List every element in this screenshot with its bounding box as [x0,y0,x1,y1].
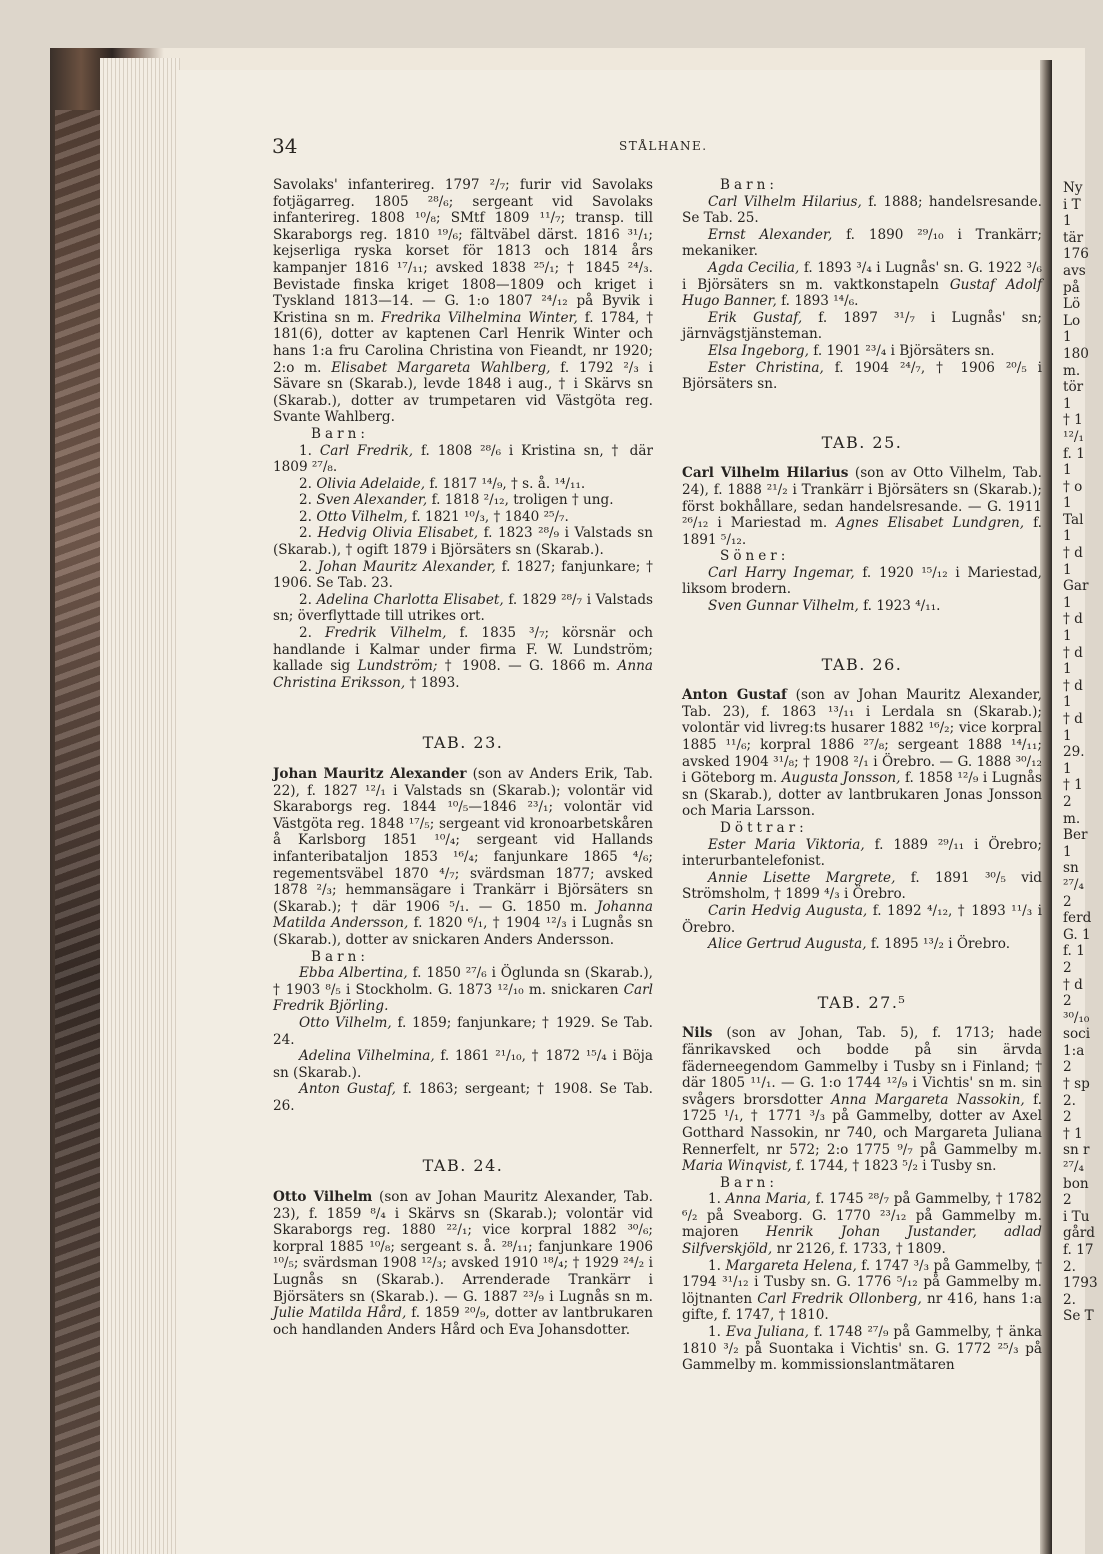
facing-page-fragment: 1 [1063,213,1072,230]
paragraph: Nils (son av Johan, Tab. 5), f. 1713; hade fänrikavsked och bodde på sin ärvda fäderneegendom Gammelby i Tusby sn i Finland; † där 1805 ¹¹/₁. — G. 1:o 1744 ¹²/₉ i Vichtis' sn m. sin svågers brorsdotter Anna Margareta Nassokin, f. 1725 ¹/₁, † 1771 ³/₃ på Gammelby, dotter av Axel Gotthard Nassokin, nr 740, och Margareta Juliana Rennerfelt, nr 572; 2:o 1775 ⁹/₇ på Gammelby m. Maria Winqvist, f. 1744, † 1823 ⁵/₂ i Tusby sn. [682,1025,1043,1175]
facing-page-fragment: 2 [1063,893,1072,910]
facing-page-fragment: 1 [1063,694,1072,711]
list-item: Elsa Ingeborg, f. 1901 ²³/₄ i Björsäters sn. [708,342,995,359]
facing-page-fragment: 1 [1063,594,1072,611]
list-item: 2. Hedvig Olivia Elisabet, f. 1823 ²⁸/₉ i Valstads sn (Skarab.), † ogift 1879 i Björsäters sn (Skarab.). [273,525,653,559]
list-item: 1. Anna Maria, f. 1745 ²⁸/₇ på Gammelby, † 1782 ⁶/₂ på Sveaborg. G. 1770 ²³/₁₂ på Gammelby m. majoren Henrik Johan Justander, adlad Silfverskjöld, nr 2126, f. 1733, † 1809. [682,1191,1043,1258]
list-item: Ester Christina, f. 1904 ²⁴/₇, † 1906 ²⁰/₅ i Björsäters sn. [682,359,1043,393]
facing-page-fragment: 1:a [1063,1042,1085,1059]
facing-page-fragment: i T [1063,196,1081,213]
facing-page-fragment: 2 [1063,993,1072,1010]
section-heading: TAB. 23. [422,733,504,753]
facing-page-fragment: m. [1063,362,1081,379]
list-item: Erik Gustaf, f. 1897 ³¹/₇ i Lugnås' sn; järnvägstjänsteman. [682,309,1042,343]
paragraph: Carl Vilhelm Hilarius (son av Otto Vilhelm, Tab. 24), f. 1888 ²¹/₂ i Trankärr i Björsäters sn (Skarab.); först bokhållare, sedan handelsresande. — G. 1911 ²⁶/₁₂ i Mariestad m. Agnes Elisabet Lundgren, f. 1891 ⁵/₁₂. [682,465,1043,548]
running-head: STÅLHANE. [619,139,708,153]
right-column [682,177,1042,1517]
facing-page-fragment: 1 [1063,661,1072,678]
facing-page-fragment: 1 [1063,843,1072,860]
facing-page-fragment: ²⁷/₄ [1063,1159,1084,1176]
facing-page-fragment: † sp [1063,1076,1090,1093]
facing-page-fragment: 2. [1063,1258,1076,1275]
section-label: Barn: [311,425,369,442]
list-item: 1. Margareta Helena, f. 1747 ³/₃ på Gammelby, † 1794 ³¹/₁₂ i Tusby sn. G. 1776 ⁵/₁₂ på Gammelby m. löjtnanten Carl Fredrik Ollonberg, nr 416, hans 1:a gifte, f. 1747, † 1810. [682,1257,1043,1324]
facing-page-fragment: Gar [1063,578,1089,595]
facing-page-fragment: 1 [1063,760,1072,777]
page-number: 34 [272,134,298,158]
list-item: Ernst Alexander, f. 1890 ²⁹/₁₀ i Trankärr; mekaniker. [682,226,1042,260]
facing-page-fragment: 2 [1063,1192,1072,1209]
page-edges [100,58,180,1554]
facing-page-fragment: 2 [1063,959,1072,976]
list-item: 2. Olivia Adelaide, f. 1817 ¹⁴/₉, † s. å. ¹⁴/₁₁. [299,475,586,492]
section-label: Söner: [720,548,790,565]
list-item: Ebba Albertina, f. 1850 ²⁷/₆ i Öglunda sn (Skarab.), † 1903 ⁸/₅ i Stockholm. G. 1873 ¹²/₁₀ m. snickaren Carl Fredrik Björling. [273,965,653,1015]
facing-page-fragment: tör [1063,379,1084,396]
section-heading: TAB. 27.⁵ [817,992,907,1012]
facing-page-fragment: † d [1063,711,1083,727]
list-item: Otto Vilhelm, f. 1859; fanjunkare; † 1929. Se Tab. 24. [273,1014,653,1048]
list-item: Carin Hedvig Augusta, f. 1892 ⁴/₁₂, † 1893 ¹¹/₃ i Örebro. [682,902,1042,936]
facing-page-fragment: 2 [1063,793,1072,810]
list-item: Carl Vilhelm Hilarius, f. 1888; handelsresande. Se Tab. 25. [682,193,1042,227]
facing-page-fragment: 2. [1063,1092,1076,1109]
paragraph: Savolaks' infanterireg. 1797 ²/₇; furir vid Savolaks fotjägarreg. 1805 ²⁸/₆; sergeant vid Savolaks infanterireg. 1808 ¹⁰/₈; SMtf 1809 ¹¹/₇; transp. till Skaraborgs reg. 1810 ¹⁹/₆; fältväbel därst. 1816 ³¹/₁; kejserliga ryska korset för 1813 och 1814 års kampanjer 1816 ¹⁷/₁₁; avsked 1838 ²⁵/₁; † 1845 ²⁴/₃. Bevistade finska kriget 1808—1809 och kriget i Tyskland 1813—14. — G. 1:o 1807 ²⁴/₁₂ på Byvik i Kristina sn m. Fredrika Vilhelmina Winter, f. 1784, † 181(6), dotter av kaptenen Carl Henrik Winter och hans 1:a fru Carolina Christina von Fieandt, nr 1920; 2:o m. Elisabet Margareta Wahlberg, f. 1792 ²/₃ i Sävare sn (Skarab.), levde 1848 i aug., † i Skärvs sn (Skarab.), dotter av trumpetaren vid Västgöta reg. Svante Wahlberg. [273,177,653,426]
facing-page-fragment: 1 [1063,395,1072,412]
facing-page-fragment: ²⁷/₄ [1063,876,1084,893]
facing-page-fragment: † d [1063,545,1083,562]
list-item: 2. Johan Mauritz Alexander, f. 1827; fanjunkare; † 1906. Se Tab. 23. [273,558,653,592]
facing-page-fragment: 1 [1063,528,1072,545]
facing-page-fragment: 1 [1063,495,1072,512]
list-item: Alice Gertrud Augusta, f. 1895 ¹³/₂ i Örebro. [708,936,1011,953]
facing-page-fragment: bon [1063,1175,1089,1192]
facing-page-fragment: † 1 [1063,1125,1083,1142]
facing-page-fragment: soci [1063,1026,1091,1043]
facing-page-fragment: tär [1063,229,1084,246]
facing-page-fragment: 1 [1063,561,1072,578]
list-item: Agda Cecilia, f. 1893 ³/₄ i Lugnås' sn. G. 1922 ³/₆ i Björsäters sn m. vaktkonstapeln Gustaf Adolf Hugo Banner, f. 1893 ¹⁴/₆. [682,259,1043,310]
facing-page-fragment: avs [1063,262,1086,279]
section-label: Barn: [720,177,778,193]
facing-page-fragment: f. 1 [1063,943,1085,960]
section-label: Barn: [311,948,369,965]
facing-page-fragment: på [1063,279,1080,296]
facing-page-fragment: sn r [1063,1142,1090,1159]
list-item: Sven Gunnar Vilhelm, f. 1923 ⁴/₁₁. [708,598,941,615]
facing-page-fragment: † d [1063,677,1083,694]
facing-page-fragment: G. 1 [1063,926,1091,943]
facing-page-fragment: 2 [1063,1109,1072,1126]
facing-page-fragment: 1793 [1063,1275,1098,1292]
facing-page-fragment: ³⁰/₁₀ [1063,1009,1090,1026]
facing-page-fragment: Lö [1063,296,1081,313]
facing-page-fragment: 176 [1063,246,1089,263]
list-item: Anton Gustaf, f. 1863; sergeant; † 1908. Se Tab. 26. [273,1081,653,1114]
list-item: Adelina Vilhelmina, f. 1861 ²¹/₁₀, † 1872 ¹⁵/₄ i Böja sn (Skarab.). [273,1048,653,1081]
facing-page-fragment: † d [1063,644,1083,661]
section-heading: TAB. 26. [821,654,903,674]
facing-page-fragment: f. 17 [1063,1242,1094,1258]
facing-page-fragment: i Tu [1063,1208,1090,1225]
list-item: Annie Lisette Margrete, f. 1891 ³⁰/₅ vid Strömsholm, † 1899 ⁴/₃ i Örebro. [682,869,1042,903]
facing-page-text [1063,180,1103,1325]
facing-page-fragment: 1 [1063,329,1072,346]
left-column [273,177,653,1338]
section-label: Döttrar: [720,820,808,836]
facing-page-fragment: gård [1063,1225,1096,1242]
facing-page-fragment: m. [1063,810,1081,827]
section-heading: TAB. 24. [422,1156,504,1176]
paragraph: Johan Mauritz Alexander (son av Anders Erik, Tab. 22), f. 1827 ¹²/₁ i Valstads sn (Skarab.); volontär vid Skaraborgs reg. 1844 ¹⁰/₅—1846 ²³/₁; volontär vid Västgöta reg. 1848 ¹⁷/₅; sergeant vid kronoarbetskåren å Karlsborg 1851 ¹⁰/₄; sergeant vid Hallands infanteribataljon 1853 ¹⁶/₄; fanjunkare 1865 ⁴/₆; regementsväbel 1870 ⁴/₇; svärdsman 1877; avsked 1878 ²/₃; hemmansägare i Trankärr i Björsäters sn (Skarab.); † där 1906 ⁵/₁. — G. 1850 m. Johanna Matilda Andersson, f. 1820 ⁶/₁, † 1904 ¹²/₃ i Lugnås sn (Skarab.), dotter av snickaren Anders Andersson. [273,766,653,948]
section-label: Barn: [720,1174,778,1191]
facing-page-fragment: † 1 [1063,777,1083,794]
marbled-cover [55,110,105,1554]
list-item: 2. Fredrik Vilhelm, f. 1835 ³/₇; körsnär och handlande i Kalmar under firma F. W. Lundström; kallade sig Lundström; † 1908. — G. 1866 m. Anna Christina Eriksson, † 1893. [273,625,653,691]
list-item: Carl Harry Ingemar, f. 1920 ¹⁵/₁₂ i Mariestad, liksom brodern. [682,564,1042,598]
facing-page-fragment: Tal [1063,511,1084,528]
list-item: 1. Carl Fredrik, f. 1808 ²⁸/₆ i Kristina sn, † där 1809 ²⁷/₈. [273,442,653,476]
facing-page-fragment: Ber [1063,827,1088,844]
paragraph: Otto Vilhelm (son av Johan Mauritz Alexander, Tab. 23), f. 1859 ⁸/₄ i Skärvs sn (Skarab.); volontär vid Skaraborgs reg. 1880 ²²/₁; vice korpral 1882 ³⁰/₆; korpral 1885 ¹⁰/₈; sergeant s. å. ²⁸/₁₁; fanjunkare 1906 ¹⁰/₅; svärdsman 1908 ¹²/₃; avsked 1910 ¹⁸/₄; † 1929 ²⁴/₂ i Lugnås sn (Skarab.). Arrenderade Trankärr i Björsäters sn (Skarab.). — G. 1887 ²³/₉ i Lugnås sn m. Julie Matilda Hård, f. 1859 ²⁰/₉, dotter av lantbrukaren och handlanden Anders Hård och Eva Johansdotter. [273,1189,654,1338]
section-heading: TAB. 25. [821,432,903,452]
list-item: 1. Eva Juliana, f. 1748 ²⁷/₉ på Gammelby, † änka 1810 ³/₂ på Suontaka i Vichtis' sn. G. 1772 ²⁵/₃ på Gammelby m. kommissionslantmätaren [682,1324,1043,1374]
facing-page-fragment: ¹²/₁ [1063,428,1084,445]
facing-page-fragment: † 1 [1063,412,1083,429]
paragraph: Anton Gustaf (son av Johan Mauritz Alexander, Tab. 23), f. 1863 ¹³/₁₁ i Lerdala sn (Skarab.); volontär vid livreg:ts husarer 1882 ¹⁶/₂; vice korpral 1885 ¹¹/₆; korpral 1886 ²⁷/₈; sergeant 1888 ¹⁴/₁₁; avsked 1904 ³¹/₈; † 1908 ²/₁ i Örebro. — G. 1888 ³⁰/₁₂ i Göteborg m. Augusta Jonsson, f. 1858 ¹²/₉ i Lugnås sn (Skarab.), dotter av lantbrukaren Jonas Jonsson och Maria Larsson. [682,687,1043,820]
facing-page-fragment: † o [1063,478,1083,495]
facing-page-fragment: 2. [1063,1291,1076,1308]
list-item: Ester Maria Viktoria, f. 1889 ²⁹/₁₁ i Örebro; interurbantelefonist. [682,836,1042,870]
facing-page-fragment: Se T [1063,1308,1094,1325]
facing-page-fragment: † d [1063,976,1083,993]
facing-page-fragment: 29. [1063,744,1085,761]
facing-page-fragment: Ny [1063,180,1083,196]
facing-page-fragment: 1 [1063,462,1072,479]
list-item: 2. Adelina Charlotta Elisabet, f. 1829 ²⁸/₇ i Valstads sn; överflyttade till utrikes ort. [273,591,653,625]
facing-page-fragment: 1 [1063,628,1072,645]
facing-page-fragment: sn [1063,860,1079,877]
facing-page-fragment: Lo [1063,312,1081,329]
list-item: 2. Sven Alexander, f. 1818 ²/₁₂, troligen † ung. [299,492,614,509]
facing-page-fragment: ferd [1063,910,1092,927]
facing-page-fragment: † d [1063,611,1083,628]
facing-page-fragment: 1 [1063,727,1072,744]
list-item: 2. Otto Vilhelm, f. 1821 ¹⁰/₃, † 1840 ²⁵/₇. [299,508,569,525]
facing-page-fragment: f. 1 [1063,445,1085,462]
facing-page-fragment: 180 [1063,345,1089,362]
facing-page-fragment: 2 [1063,1059,1072,1076]
